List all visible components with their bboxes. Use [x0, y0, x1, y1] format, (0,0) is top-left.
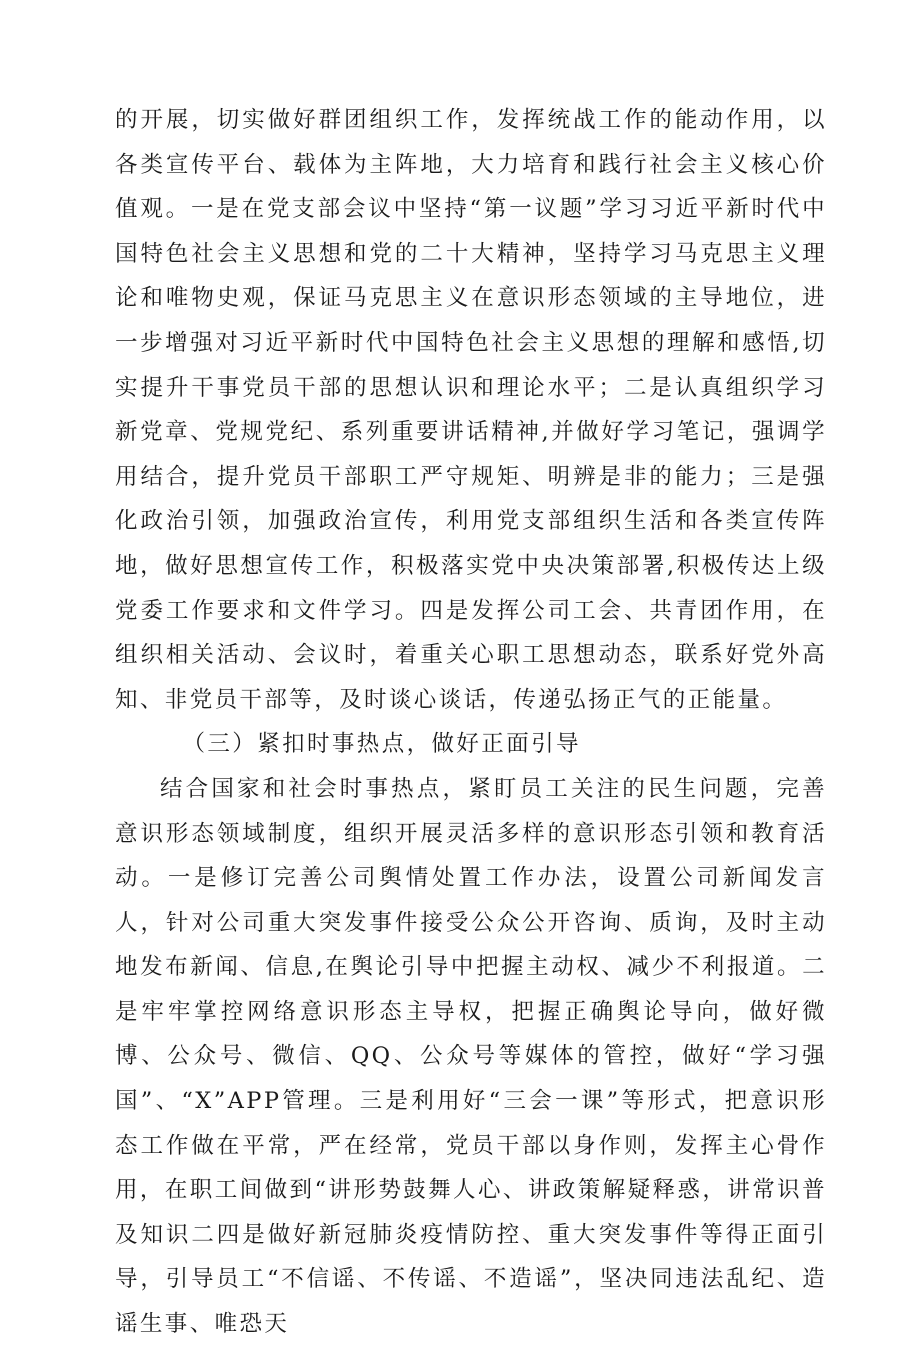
body-paragraph-2: 结合国家和社会时事热点，紧盯员工关注的民生问题，完善意识形态领域制度，组织开展灵活多样的意识形态引领和教育活动。一是修订完善公司舆情处置工作办法，设置公司新闻发言人，针对公司重大突发事件接受公众公开咨询、质询，及时主动地发布新闻、信息,在舆论引导中把握主动权、减少不利报道。二是牢牢掌控网络意识形态主导权，把握正确舆论导向，做好微博、公众号、微信、QQ、公众号等媒体的管控，做好“学习强国”、“X”APP管理。三是利用好“三会一课”等形式，把意识形态工作做在平常，严在经常，党员干部以身作则，发挥主心骨作用，在职工间做到“讲形势鼓舞人心、讲政策解疑释惑，讲常识普及知识二四是做好新冠肺炎疫情防控、重大突发事件等得正面引导，引导员工“不信谣、不传谣、不造谣”，坚决同违法乱纪、造谣生事、唯恐天 [115, 775, 827, 1338]
body-paragraph-1: 的开展，切实做好群团组织工作，发挥统战工作的能动作用，以各类宣传平台、载体为主阵地，大力培育和践行社会主义核心价值观。一是在党支部会议中坚持“第一议题”学习习近平新时代中国特色社会主义思想和党的二十大精神，坚持学习马克思主义理论和唯物史观，保证马克思主义在意识形态领域的主导地位，进一步增强对习近平新时代中国特色社会主义思想的理解和感悟,切实提升干事党员干部的思想认识和理论水平；二是认真组织学习新党章、党规党纪、系列重要讲话精神,并做好学习笔记，强调学用结合，提升党员干部职工严守规矩、明辨是非的能力；三是强化政治引领，加强政治宣传，利用党支部组织生活和各类宣传阵地，做好思想宣传工作，积极落实党中央决策部署,积极传达上级党委工作要求和文件学习。四是发挥公司工会、共青团作用，在组织相关活动、会议时，着重关心职工思想动态，联系好党外高知、非党员干部等，及时谈心谈话，传递弘扬正气的正能量。 [115, 107, 827, 713]
section-heading: （三）紧扣时事热点，做好正面引导 [182, 731, 581, 758]
document-page [115, 98, 827, 1347]
